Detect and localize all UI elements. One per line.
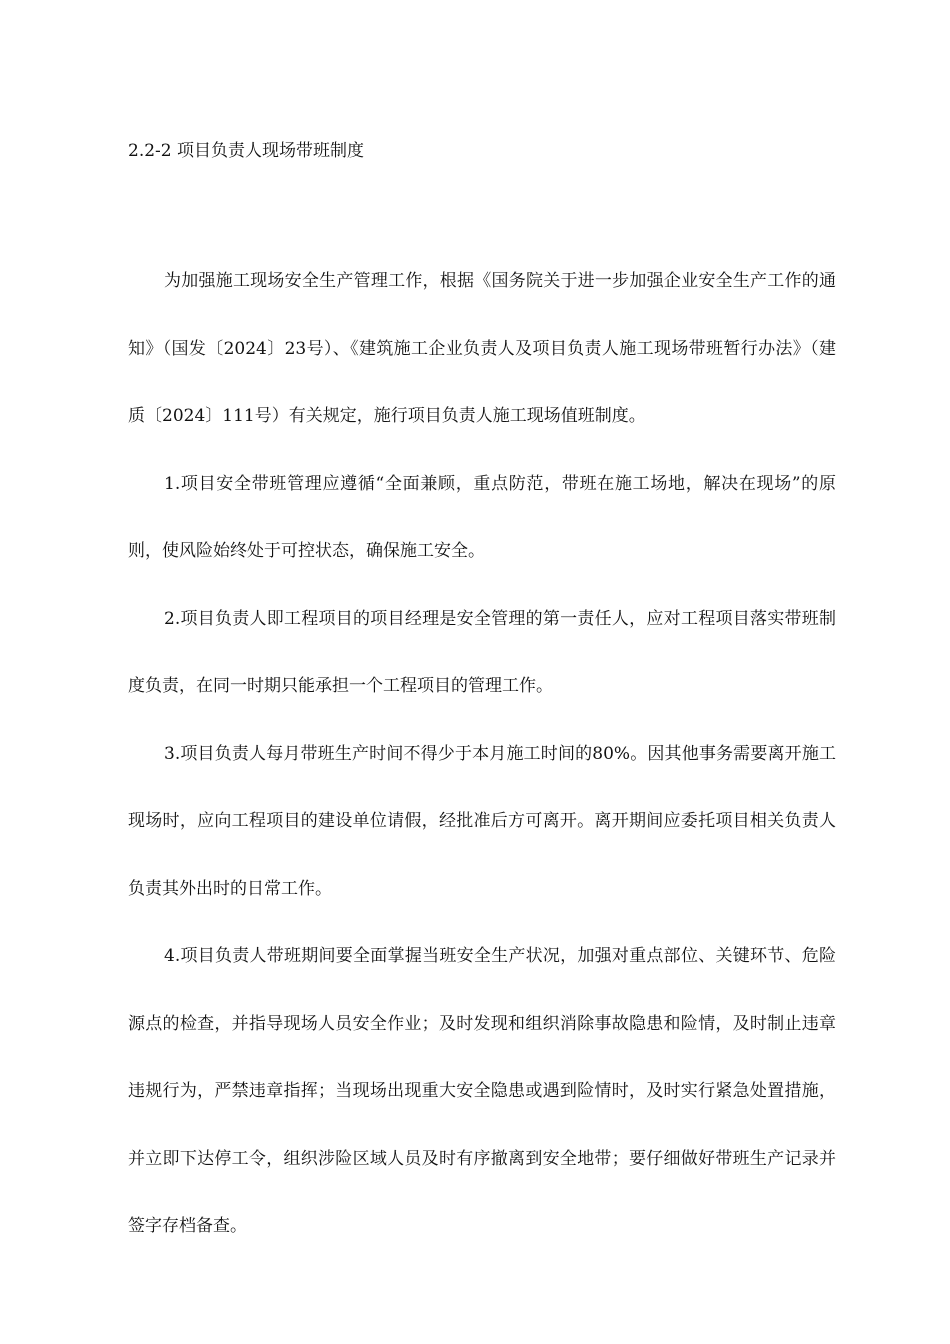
document-body [128, 248, 836, 1261]
section-heading: 2.2-2 项目负责人现场带班制度 [128, 141, 364, 161]
paragraph-item-1: 1.项目安全带班管理应遵循“全面兼顾，重点防范，带班在施工场地，解决在现场”的原则，使风险始终处于可控状态，确保施工安全。 [128, 473, 836, 561]
paragraph-intro: 为加强施工现场安全生产管理工作，根据《国务院关于进一步加强企业安全生产工作的通知》（国发〔2024〕23号）、《建筑施工企业负责人及项目负责人施工现场带班暂行办法》（建质〔2024〕111号）有关规定，施行项目负责人施工现场值班制度。 [128, 271, 836, 426]
paragraph-item-2: 2.项目负责人即工程项目的项目经理是安全管理的第一责任人，应对工程项目落实带班制度负责，在同一时期只能承担一个工程项目的管理工作。 [128, 608, 836, 696]
paragraph-item-3: 3.项目负责人每月带班生产时间不得少于本月施工时间的80%。因其他事务需要离开施工现场时，应向工程项目的建设单位请假，经批准后方可离开。离开期间应委托项目相关负责人负责其外出时的日常工作。 [128, 743, 836, 899]
paragraph-item-4: 4.项目负责人带班期间要全面掌握当班安全生产状况，加强对重点部位、关键环节、危险源点的检查，并指导现场人员安全作业；及时发现和组织消除事故隐患和险情，及时制止违章违规行为，严禁违章指挥；当现场出现重大安全隐患或遇到险情时，及时实行紧急处置措施，并立即下达停工令，组织涉险区域人员及时有序撤离到安全地带；要仔细做好带班生产记录并签字存档备查。 [128, 946, 836, 1236]
